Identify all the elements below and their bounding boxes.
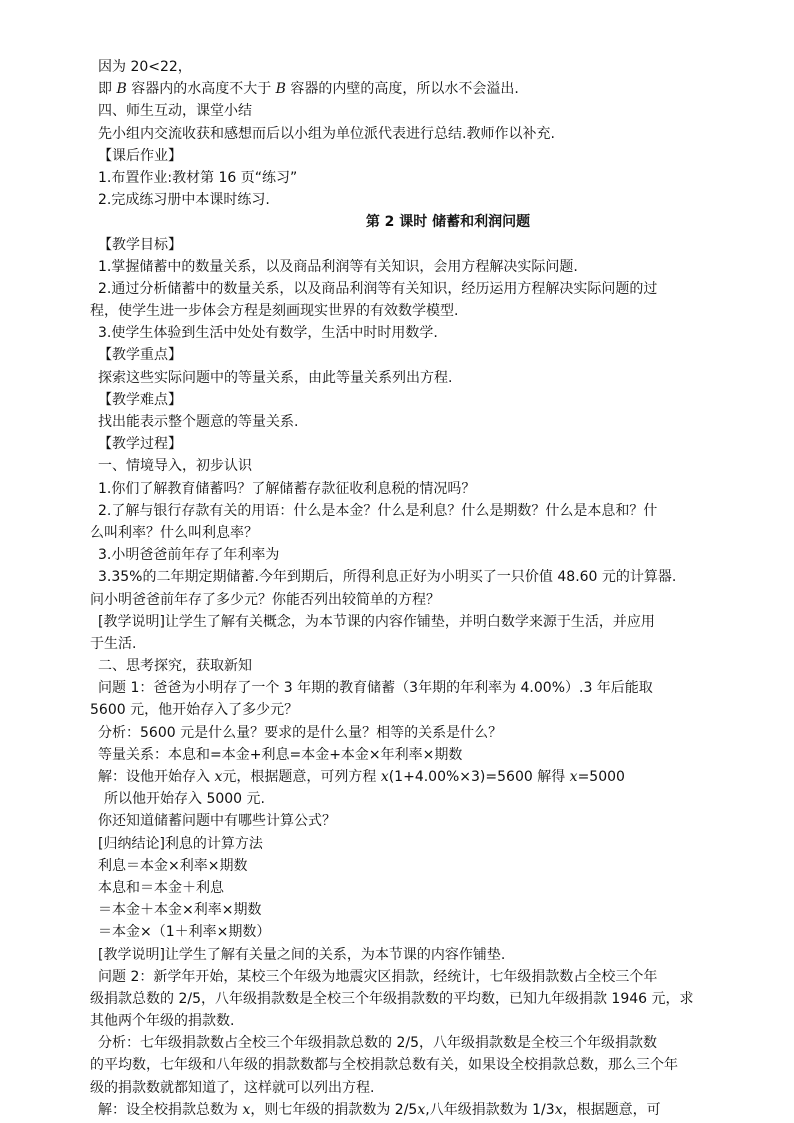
text-line: 2.通过分析储蓄中的数量关系，以及商品利润等有关知识，经历运用方程解决实际问题的过 bbox=[98, 280, 658, 297]
text-line: 分析：七年级捐款数占全校三个年级捐款总数的 2/5，八年级捐款数是全校三个年级捐款数 bbox=[98, 1035, 657, 1052]
text-line: 3.小明爸爸前年存了年利率为 bbox=[98, 547, 280, 564]
text-segment: 解：设全校捐款总数为 bbox=[98, 1101, 243, 1118]
text-segment: ,八年级捐款数为 1/3 bbox=[425, 1101, 555, 1118]
text-line: 1.你们了解教育储蓄吗？了解储蓄存款征收利息税的情况吗？ bbox=[98, 480, 476, 497]
text-line: 问题 1：爸爸为小明存了一个 3 年期的教育储蓄（3年期的年利率为 4.00%）.3 年后能取 bbox=[98, 680, 653, 697]
text-line: 探索这些实际问题中的等量关系，由此等量关系列出方程. bbox=[98, 369, 453, 386]
text-line: [教学说明]让学生了解有关量之间的关系，为本节课的内容作铺垫. bbox=[98, 946, 506, 963]
variable-x: x bbox=[214, 769, 223, 785]
text-line: 先小组内交流收获和感想而后以小组为单位派代表进行总结.教师作以补充. bbox=[98, 125, 555, 142]
variable-b: B bbox=[116, 81, 127, 98]
text-line: 问题 2：新学年开始，某校三个年级为地震灾区捐款，经统计，七年级捐款数占全校三个年 bbox=[98, 968, 658, 985]
text-line: ＝本金×（1＋利率×期数） bbox=[98, 924, 271, 941]
text-segment: 元，根据题意，可列方程 bbox=[222, 769, 381, 785]
text-line: 2.完成练习册中本课时练习. bbox=[98, 192, 270, 209]
section-label: 【教学难点】 bbox=[98, 391, 182, 408]
text-segment: ，则七年级的捐款数为 2/5 bbox=[250, 1101, 418, 1118]
text-line: 的平均数，七年级和八年级的捐款数都与全校捐款总数有关，如果设全校捐款总数，那么三个年 bbox=[90, 1057, 678, 1074]
variable-b: B bbox=[275, 81, 286, 98]
text-line: 于生活. bbox=[90, 635, 137, 652]
text-line: 本息和＝本金＋利息 bbox=[98, 879, 224, 896]
section-label: 【教学目标】 bbox=[98, 236, 182, 253]
section-label: 【教学过程】 bbox=[98, 436, 182, 453]
text-line: [教学说明]让学生了解有关概念，为本节课的内容作铺垫，并明白数学来源于生活，并应用 bbox=[98, 613, 655, 630]
text-line: 其他两个年级的捐款数. bbox=[90, 1013, 235, 1030]
variable-x: x bbox=[242, 1101, 251, 1118]
section-label: 【教学重点】 bbox=[98, 347, 182, 364]
text-line: 级的捐款数就都知道了，这样就可以列出方程. bbox=[90, 1079, 375, 1096]
text-line: 你还知道储蓄问题中有哪些计算公式？ bbox=[98, 813, 336, 830]
text-line: 所以他开始存入 5000 元. bbox=[104, 791, 265, 808]
text-line bbox=[90, 1099, 742, 1121]
text-line: 等量关系：本息和=本金+利息=本金+本金×年利率×期数 bbox=[98, 746, 463, 763]
variable-x: x bbox=[554, 1101, 563, 1118]
text-line bbox=[90, 766, 742, 788]
variable-x: x bbox=[569, 769, 578, 785]
variable-x: x bbox=[380, 769, 389, 785]
variable-x: x bbox=[417, 1101, 426, 1118]
text-line: [归纳结论]利息的计算方法 bbox=[98, 835, 263, 852]
text-line: 程，使学生进一步体会方程是刻画现实世界的有效数学模型. bbox=[90, 303, 459, 320]
text-line: 分析：5600 元是什么量？要求的是什么量？相等的关系是什么？ bbox=[98, 724, 503, 741]
text-segment: 解：设他开始存入 bbox=[98, 769, 215, 785]
text-line: 3.使学生体验到生活中处处有数学，生活中时时用数学. bbox=[98, 325, 438, 342]
section-heading: 一、情境导入，初步认识 bbox=[98, 458, 252, 475]
text-line: 因为 20<22， bbox=[98, 59, 192, 75]
text-line: 即 B 容器内的水高度不大于 B 容器的内壁的高度，所以水不会溢出. bbox=[98, 81, 519, 98]
text-line: 3.35%的二年期定期储蓄.今年到期后，所得利息正好为小明买了一只价值 48.60 元的计算器. bbox=[98, 569, 677, 586]
text-segment: ，根据题意，可 bbox=[562, 1101, 661, 1118]
text-segment: (1+4.00%×3)=5600 解得 bbox=[388, 769, 570, 785]
text-line: 问小明爸爸前年存了多少元？你能否列出较简单的方程？ bbox=[90, 591, 440, 608]
text-line: 1.布置作业:教材第 16 页“练习” bbox=[98, 169, 298, 186]
section-heading: 四、师生互动，课堂小结 bbox=[98, 103, 252, 120]
text-line: 么叫利率？什么叫利息率？ bbox=[90, 524, 258, 541]
text-line: 利息＝本金×利率×期数 bbox=[98, 857, 248, 874]
text-line: 找出能表示整个题意的等量关系. bbox=[98, 414, 299, 430]
lesson-title: 第 2 课时 储蓄和利润问题 bbox=[365, 214, 531, 231]
section-heading: 二、思考探究，获取新知 bbox=[98, 658, 252, 675]
text-segment: =5000 bbox=[577, 769, 625, 785]
text-line: 级捐款总数的 2/5，八年级捐款数是全校三个年级捐款数的平均数，已知九年级捐款 1946 元，求 bbox=[90, 990, 694, 1007]
text-line: 1.掌握储蓄中的数量关系，以及商品利润等有关知识，会用方程解决实际问题. bbox=[98, 258, 578, 275]
section-label: 【课后作业】 bbox=[98, 147, 182, 164]
document-page bbox=[90, 56, 742, 1121]
text-line: 2.了解与银行存款有关的用语：什么是本金？什么是利息？什么是期数？什么是本息和？什 bbox=[98, 502, 658, 519]
text-line: ＝本金＋本金×利率×期数 bbox=[98, 902, 262, 919]
text-line: 5600 元，他开始存入了多少元？ bbox=[90, 702, 299, 719]
